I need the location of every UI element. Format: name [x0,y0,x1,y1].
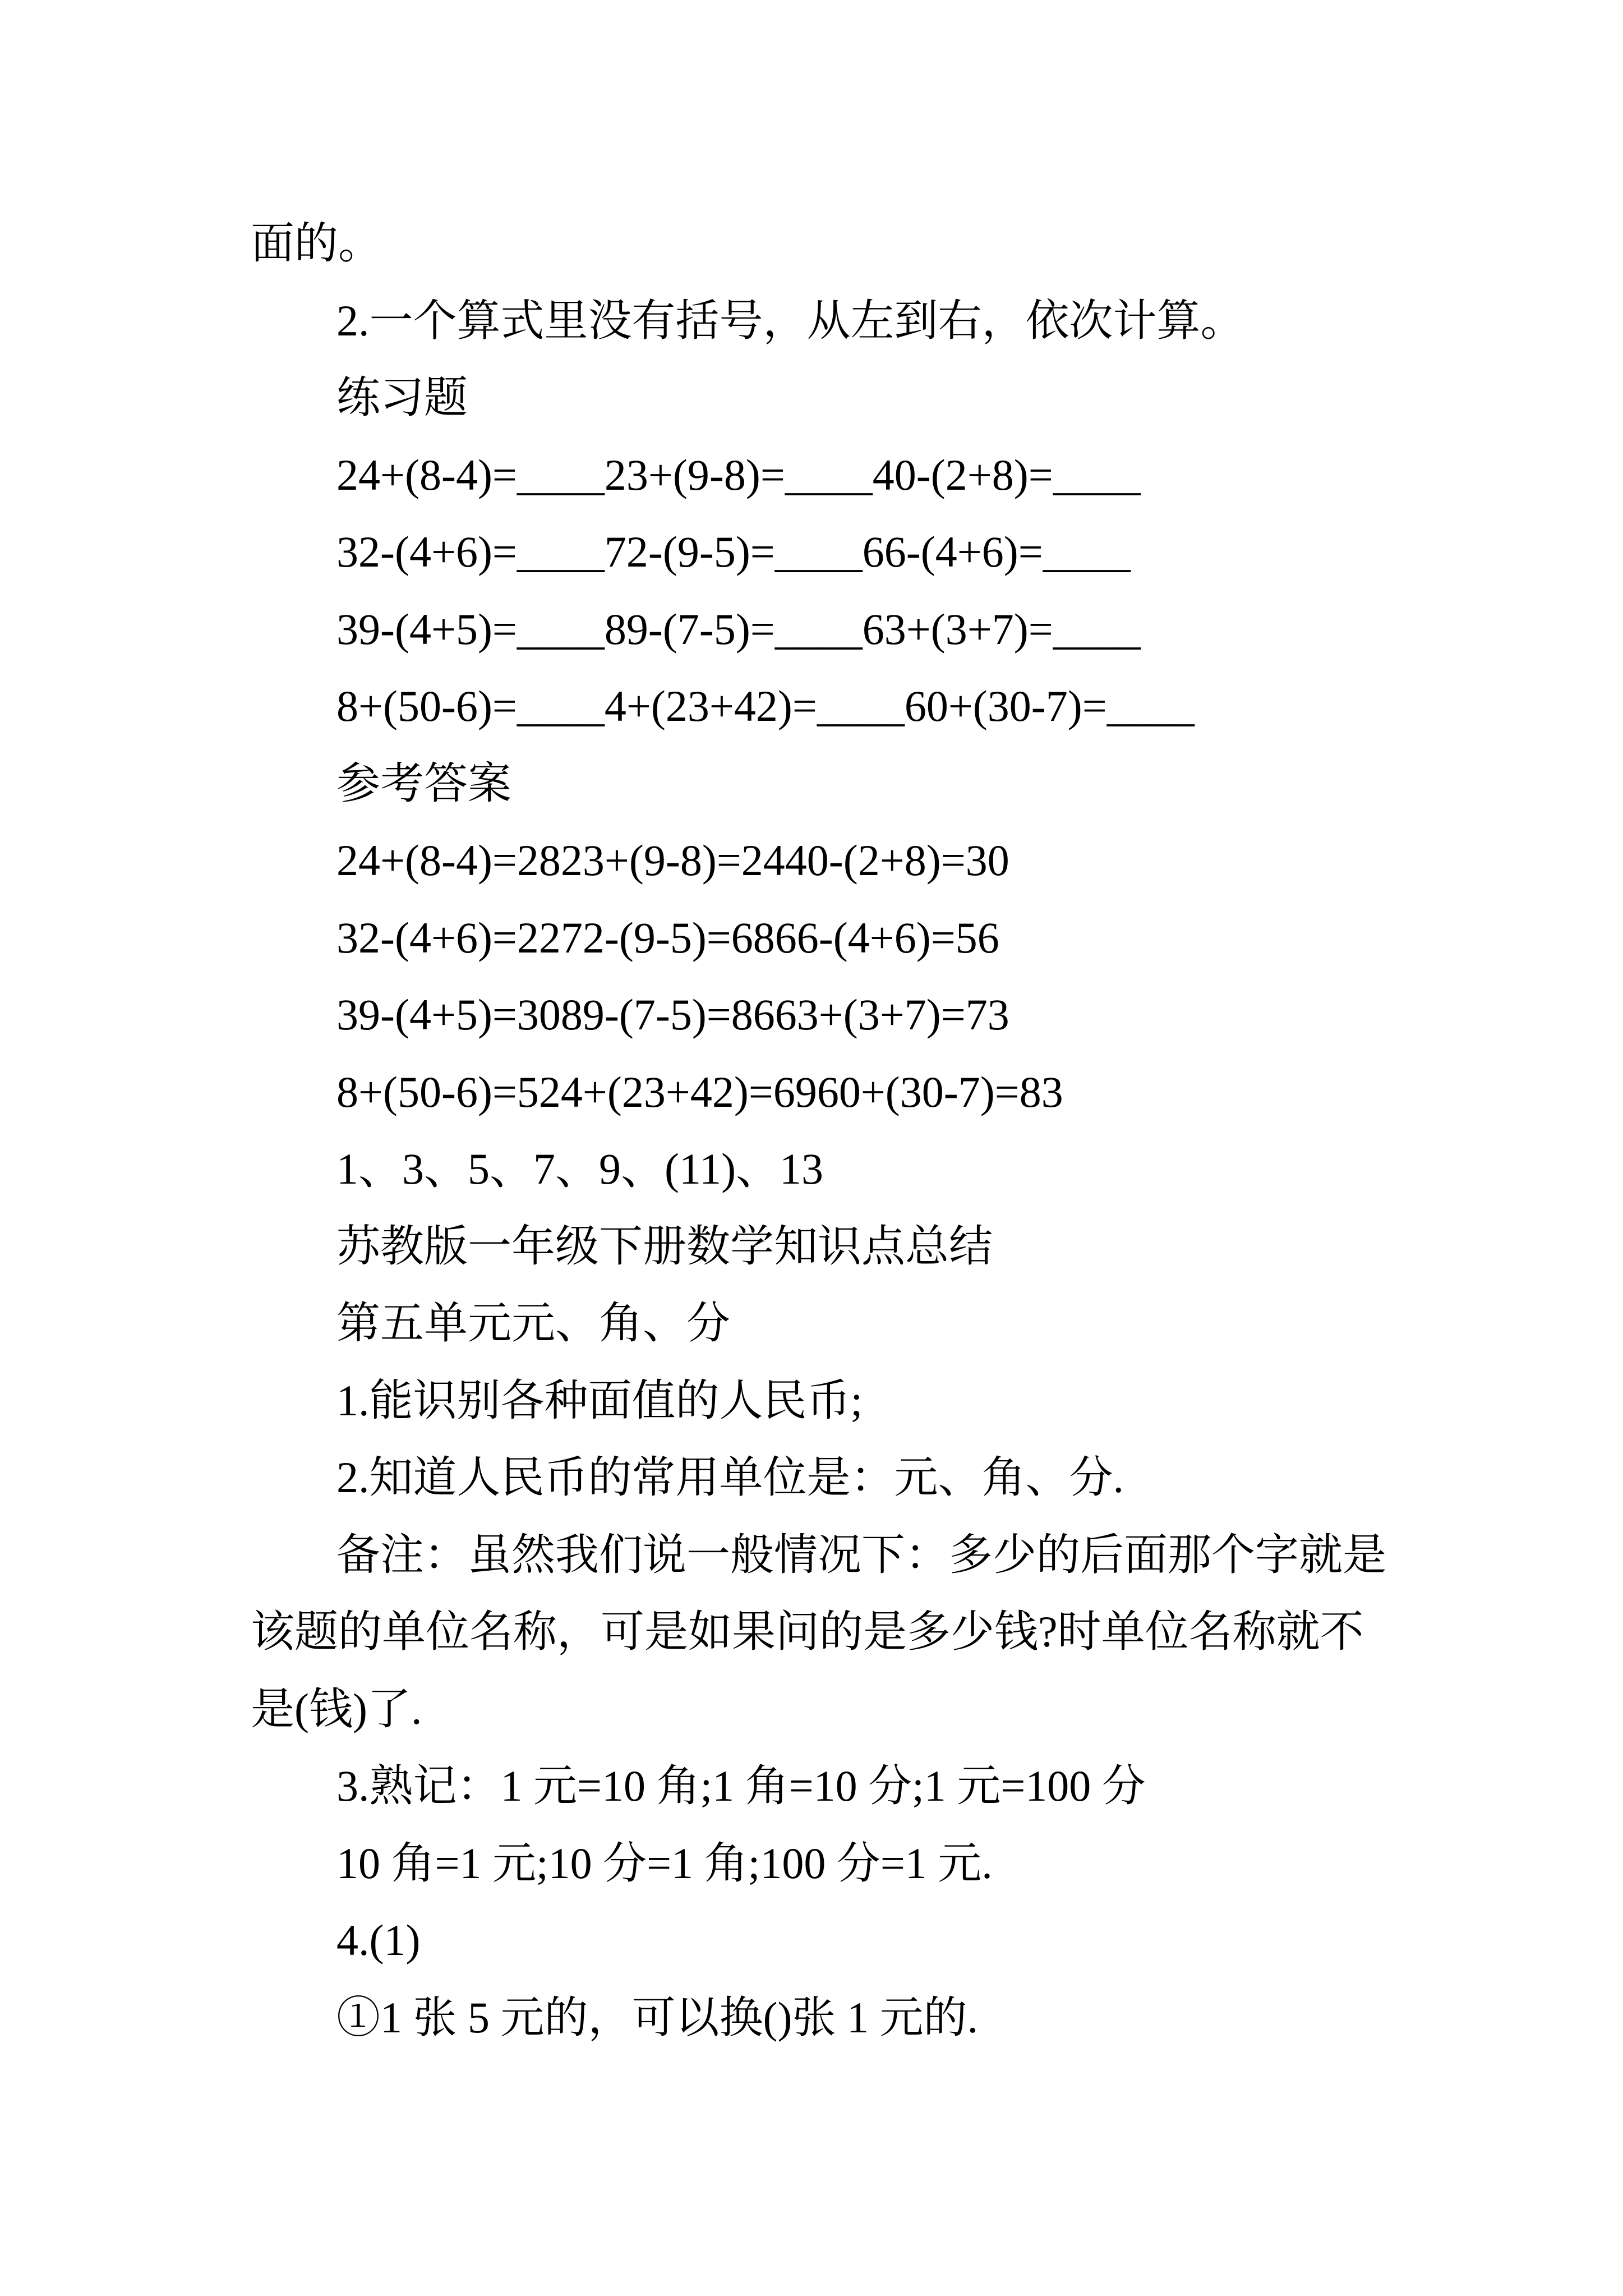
point-item: 1.能识别各种面值的人民币; [336,1375,863,1425]
exercise-line: 39-(4+5)=____89-(7-5)=____63+(3+7)=____ [336,604,1141,654]
answer-line: 8+(50-6)=524+(23+42)=6960+(30-7)=83 [336,1067,1063,1116]
item-4-heading: 4.(1) [336,1916,421,1964]
paragraph-continuation: 面的。 [251,219,382,268]
document-body [251,205,1428,2056]
memorize-line: 3.熟记：1 元=10 角;1 角=10 分;1 元=100 分 [336,1761,1146,1810]
memorize-line: 10 角=1 元;10 分=1 角;100 分=1 元. [336,1838,993,1888]
answer-heading: 参考答案 [336,758,512,808]
rule-2: 2.一个算式里没有括号，从左到右，依次计算。 [336,296,1244,345]
item-4-question: ①1 张 5 元的，可以换()张 1 元的. [336,1993,978,2042]
answer-line: 32-(4+6)=2272-(9-5)=6866-(4+6)=56 [336,913,999,962]
section-title: 苏教版一年级下册数学知识点总结 [336,1221,993,1271]
number-sequence: 1、3、5、7、9、(11)、13 [336,1144,824,1193]
note-line: 该题的单位名称，可是如果问的是多少钱?时单位名称就不 [251,1607,1364,1656]
point-item: 2.知道人民币的常用单位是：元、角、分. [336,1453,1124,1502]
answer-line: 39-(4+5)=3089-(7-5)=8663+(3+7)=73 [336,990,1009,1039]
unit-title: 第五单元元、角、分 [336,1299,731,1347]
answer-line: 24+(8-4)=2823+(9-8)=2440-(2+8)=30 [336,836,1009,885]
note-line: 是(钱)了. [251,1684,422,1733]
exercise-heading: 练习题 [336,373,468,422]
note-line: 备注：虽然我们说一般情况下：多少的后面那个字就是 [336,1530,1387,1579]
exercise-line: 24+(8-4)=____23+(9-8)=____40-(2+8)=____ [336,450,1141,499]
exercise-line: 32-(4+6)=____72-(9-5)=____66-(4+6)=____ [336,527,1131,576]
exercise-line: 8+(50-6)=____4+(23+42)=____60+(30-7)=____ [336,682,1195,730]
